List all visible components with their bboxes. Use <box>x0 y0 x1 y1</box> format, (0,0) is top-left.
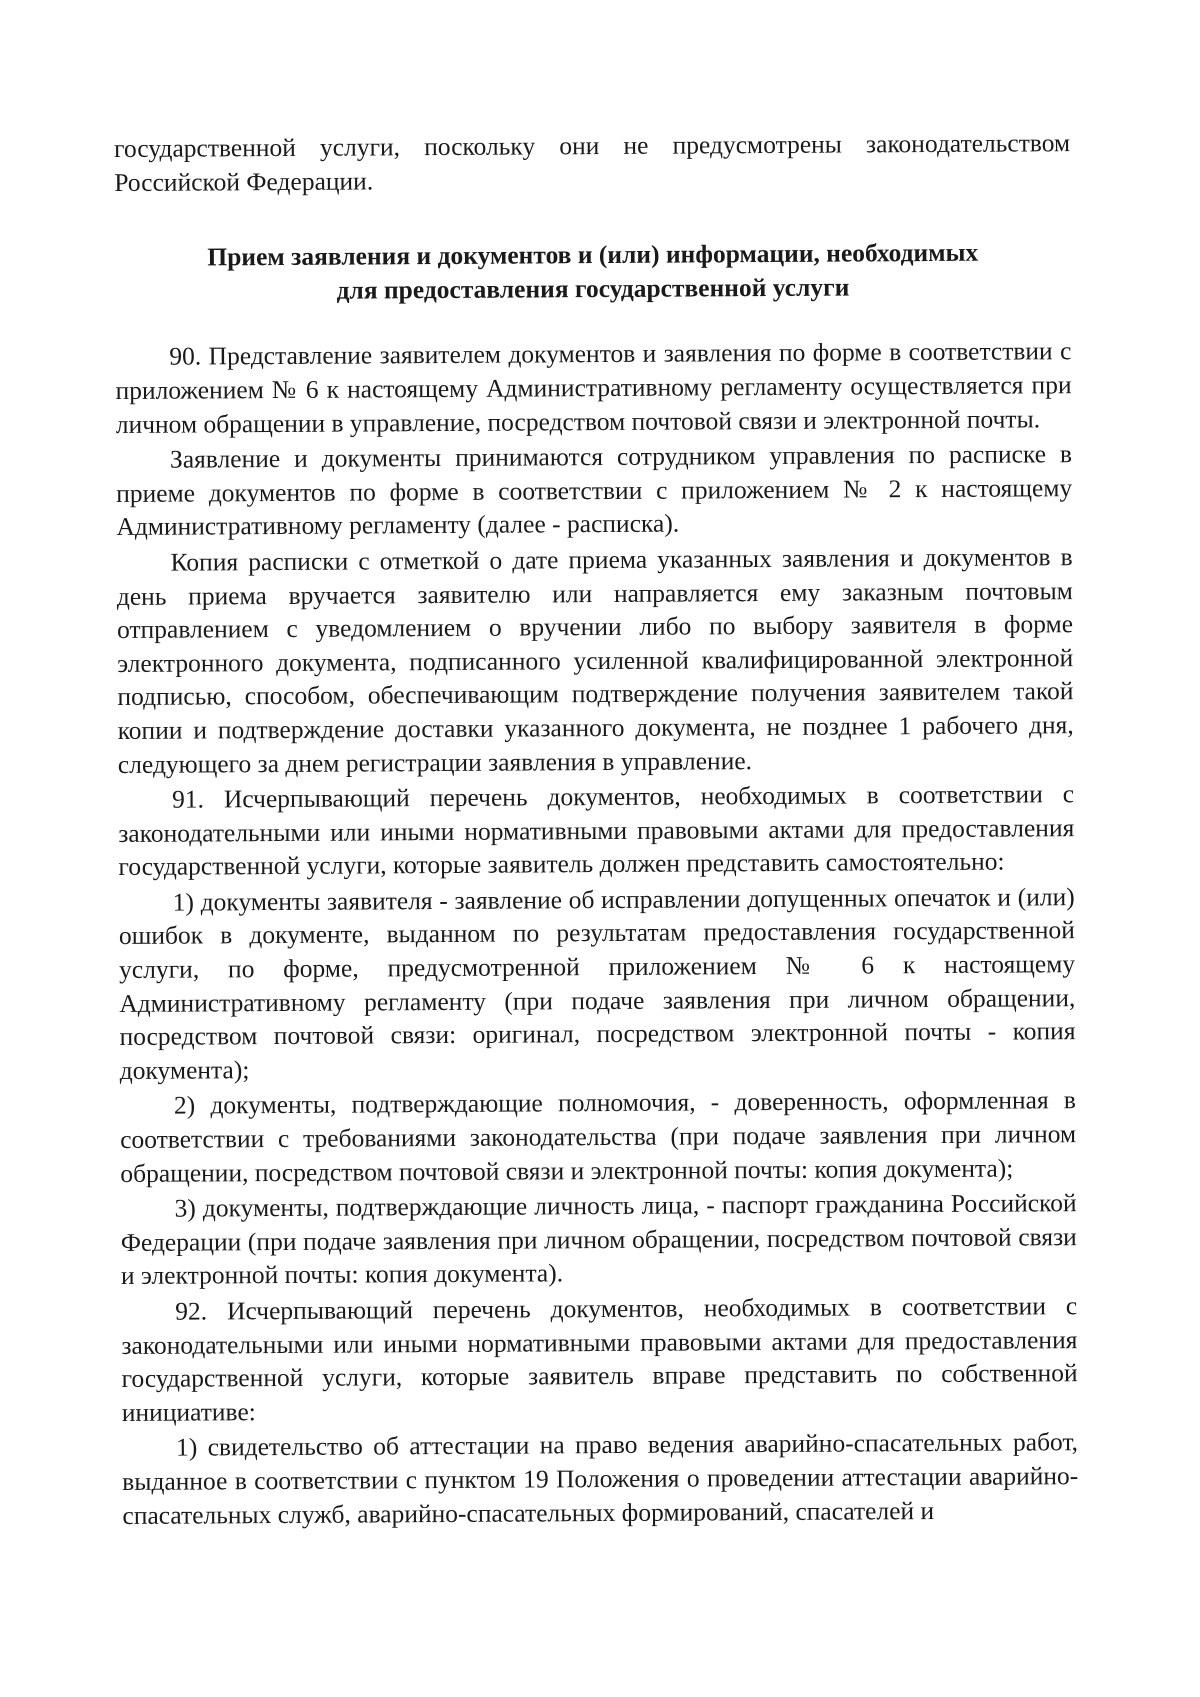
paragraph-receipt: Заявление и документы принимаются сотрудником управления по расписке в приеме документов по форме в соответствии с приложением № 2 к настоящему Административному регламенту (далее - расписка). <box>116 439 1073 542</box>
paragraph-91-item-3: 3) документы, подтверждающие личность лица, - паспорт гражданина Российской Федерации (при подаче заявления при личном обращении, посредством почтовой связи и электронной почты: копия документа). <box>120 1188 1077 1291</box>
paragraph-91: 91. Исчерпывающий перечень документов, необходимых в соответствии с законодательными или иными нормативными правовыми актами для предоставления государственной услуги, которые заявитель должен представить самостоятельно: <box>118 779 1075 882</box>
paragraph-90: 90. Представление заявителем документов и заявления по форме в соответствии с приложением № 6 к настоящему Административному регламенту осуществляется при личном обращении в управление, посредством почтовой связи и электронной почты. <box>115 336 1072 439</box>
document-body <box>114 126 1079 1532</box>
section-heading-line-1: Прием заявления и документов и (или) информации, необходимых <box>207 237 979 272</box>
intro-paragraph: государственной услуги, поскольку они не предусмотрены законодательством Российской Федерации. <box>114 128 1071 197</box>
paragraph-92-item-1: 1) свидетельство об аттестации на право ведения аварийно-спасательных работ, выданное в соответствии с пунктом 19 Положения о проведении аттестации аварийно-спасательных служб, аварийно-спасательных формирований, спасателей и <box>122 1427 1079 1530</box>
section-heading <box>115 235 1071 308</box>
paragraph-receipt-copy: Копия расписки с отметкой о дате приема указанных заявления и документов в день приема вручается заявителю или направляется ему заказным почтовым отправлением с уведомлением о вручении либо по выбору заявителя в форме электронного документа, подписанного усиленной квалифицированной электронной подписью, способом, обеспечивающим подтверждение получения заявителем такой копии и подтверждение доставки указанного документа, не позднее 1 рабочего дня, следующего за днем регистрации заявления в управление. <box>116 542 1074 779</box>
paragraph-92: 92. Исчерпывающий перечень документов, необходимых в соответствии с законодательными или иными нормативными правовыми актами для предоставления государственной услуги, которые заявитель вправе представить по собственной инициативе: <box>121 1291 1078 1427</box>
section-heading-line-2: для предоставления государственной услуги <box>336 272 850 305</box>
paragraph-91-item-2: 2) документы, подтверждающие полномочия, - доверенность, оформленная в соответствии с требованиями законодательства (при подаче заявления при личном обращении, посредством почтовой связи и электронной почты: копия документа); <box>120 1085 1077 1188</box>
paragraph-91-item-1: 1) документы заявителя - заявление об исправлении допущенных опечаток и (или) ошибок в документе, выданном по результатам предоставления государственной услуги, по форме, предусмотренной приложением № 6 к настоящему Административному регламенту (при подаче заявления при личном обращении, посредством почтовой связи: оригинал, посредством электронной почты - копия документа); <box>118 882 1076 1085</box>
